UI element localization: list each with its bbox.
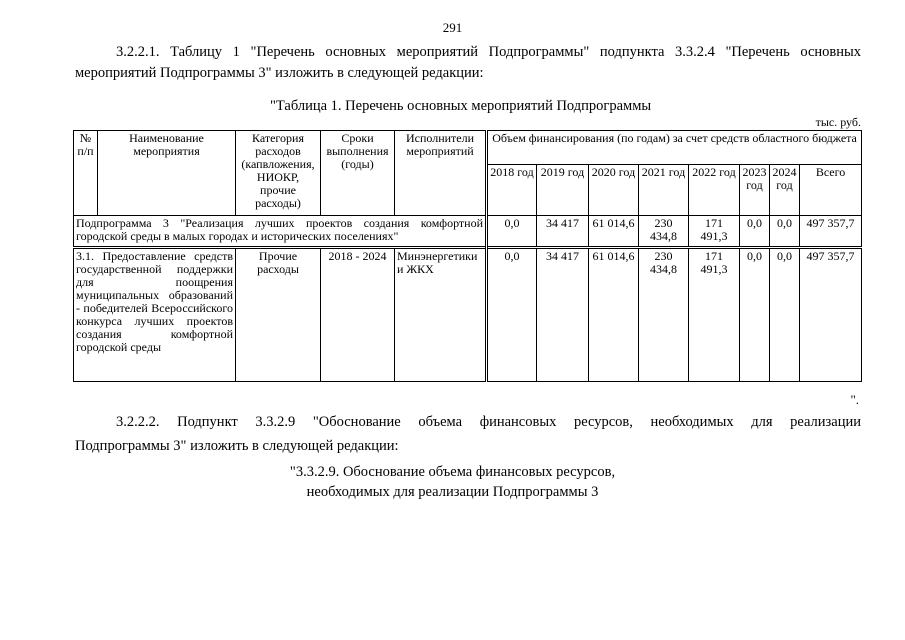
header-year: 2019 год xyxy=(537,165,589,216)
table-cell: 171 491,3 xyxy=(689,248,740,382)
header-year: 2022 год xyxy=(689,165,740,216)
table-cell: 171 491,3 xyxy=(689,216,740,248)
table-end-mark: ". xyxy=(850,392,859,407)
table-cell: 0,0 xyxy=(740,248,770,382)
table-cell: 61 014,6 xyxy=(589,216,639,248)
header-financing: Объем финансирования (по годам) за счет средств областного бюджета xyxy=(487,131,862,165)
header-year: 2023 год xyxy=(740,165,770,216)
header-year: 2018 год xyxy=(487,165,537,216)
table-title: "Таблица 1. Перечень основных мероприятий Подпрограммы xyxy=(270,98,652,114)
paragraph-2-line-1: 3.2.2.2. Подпункт 3.3.2.9 "Обоснование объема финансовых ресурсов, необходимых для реализации xyxy=(116,414,861,430)
paragraph-1-line-1: 3.2.2.1. Таблицу 1 "Перечень основных мероприятий Подпрограммы" подпункта 3.3.2.4 "Перечень основных xyxy=(116,44,861,60)
header-executors: Исполнители мероприятий xyxy=(395,131,487,216)
header-year: 2024 год xyxy=(770,165,800,216)
page-number: 291 xyxy=(442,20,463,35)
paragraph-1-line-2: мероприятий Подпрограммы 3" изложить в следующей редакции: xyxy=(75,65,484,81)
table-cell: 0,0 xyxy=(770,248,800,382)
header-total: Всего xyxy=(800,165,862,216)
table-cell: 0,0 xyxy=(770,216,800,248)
measures-table xyxy=(73,130,862,382)
table-cell: 34 417 xyxy=(537,216,589,248)
header-num: № п/п xyxy=(74,131,98,216)
table-cell: 61 014,6 xyxy=(589,248,639,382)
measure-terms: 2018 - 2024 xyxy=(321,248,395,382)
measure-executors: Минэнергетики и ЖКХ xyxy=(395,248,487,382)
measure-category: Прочие расходы xyxy=(236,248,321,382)
table-cell: 497 357,7 xyxy=(800,248,862,382)
measure-name: 3.1. Предоставление средств государственной поддержки для поощрения муниципальных образований - победителей Всероссийского конкурса лучших проектов создания комфортной городской среды xyxy=(74,248,236,382)
paragraph-2-line-2: Подпрограммы 3" изложить в следующей редакции: xyxy=(75,438,399,454)
table-cell: 0,0 xyxy=(740,216,770,248)
table-cell: 0,0 xyxy=(487,248,537,382)
section-heading-line-2: необходимых для реализации Подпрограммы 3 xyxy=(306,484,599,500)
header-terms: Сроки выполнения (годы) xyxy=(321,131,395,216)
header-category: Категория расходов (капвложения, НИОКР, прочие расходы) xyxy=(236,131,321,216)
section-heading-line-1: "3.3.2.9. Обоснование объема финансовых ресурсов, xyxy=(289,464,616,480)
table-cell: 0,0 xyxy=(487,216,537,248)
header-year: 2021 год xyxy=(639,165,689,216)
table-cell: 230 434,8 xyxy=(639,248,689,382)
header-name: Наименование мероприятия xyxy=(98,131,236,216)
header-year: 2020 год xyxy=(589,165,639,216)
table-cell: 34 417 xyxy=(537,248,589,382)
subprogram-label: Подпрограмма 3 "Реализация лучших проектов создания комфортной городской среды в малых городах и исторических поселениях" xyxy=(74,216,487,248)
unit-label: тыс. руб. xyxy=(815,115,861,129)
table-cell: 497 357,7 xyxy=(800,216,862,248)
table-cell: 230 434,8 xyxy=(639,216,689,248)
